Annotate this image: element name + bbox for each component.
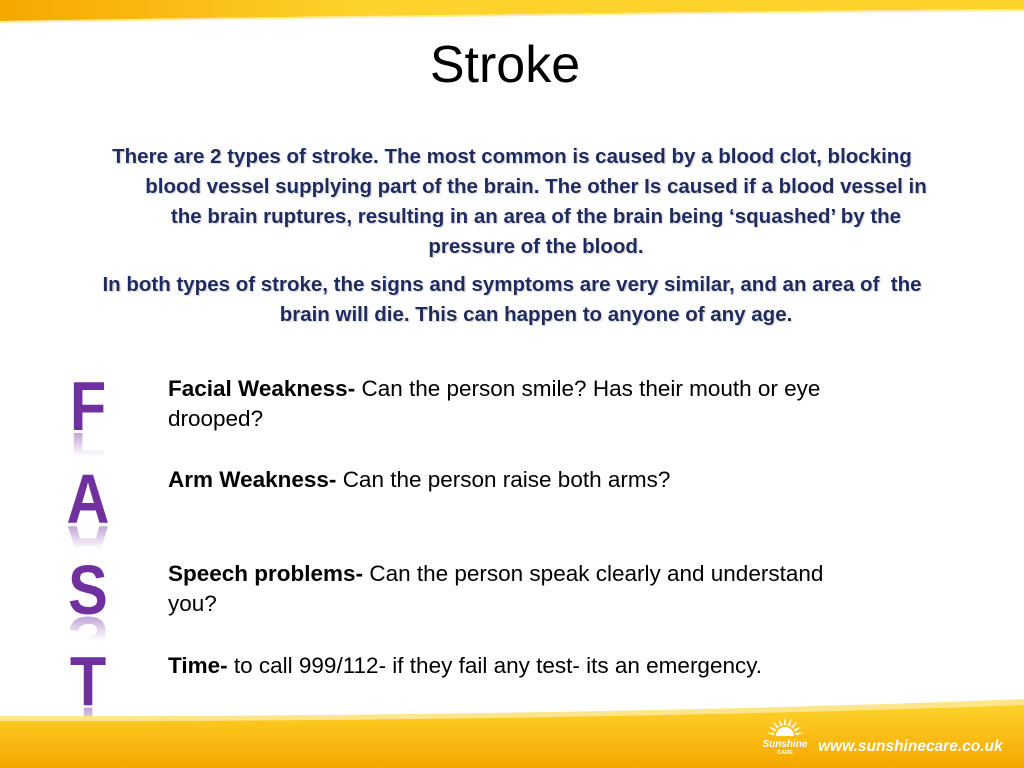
fast-item-label: Facial Weakness- — [168, 376, 356, 401]
intro-line: pressure of the blood. — [428, 235, 644, 258]
sun-ray — [796, 733, 804, 736]
sun-ray — [773, 721, 779, 728]
fast-item-text: Can the person speak clearly and understand you? — [168, 561, 824, 616]
intro-line: the brain ruptures, resulting in an area of the brain being ‘squashed’ by the — [170, 205, 902, 228]
intro-line: There are 2 types of stroke. The most common is caused by a blood clot, blocking — [112, 145, 912, 168]
sun-ray — [784, 717, 787, 725]
logo-wordmark: Sunshine — [762, 739, 808, 750]
sun-ray — [794, 727, 802, 732]
fast-item-time — [168, 651, 843, 681]
fast-item-text: Can the person raise both arms? — [342, 467, 671, 492]
intro-line: blood vessel supplying part of the brain. The other Is caused if a blood vessel in — [145, 175, 927, 198]
sun-ray — [791, 721, 797, 728]
intro-line: brain will die. This can happen to anyone of any age. — [279, 303, 793, 326]
bottom-decoration-band — [0, 696, 1024, 768]
slide-title: Stroke — [429, 36, 581, 94]
sun-ray — [779, 718, 783, 726]
intro-line: In both types of stroke, the signs and symptoms are very similar, and an area of the — [102, 273, 922, 296]
sun-ray — [769, 727, 777, 732]
fast-letter-f: F — [69, 366, 107, 445]
top-decoration-band — [0, 0, 1024, 30]
fast-item-text: to call 999/112- if they fail any test- its an emergency. — [233, 653, 763, 678]
fast-item-label: Arm Weakness- — [168, 467, 337, 492]
fast-item-arm — [168, 465, 843, 495]
fast-item-speech — [168, 559, 843, 619]
fast-item-label: Speech problems- — [168, 561, 364, 586]
website-url: www.sunshinecare.co.uk — [818, 738, 1003, 755]
fast-letter-a: A — [66, 459, 110, 538]
logo-subtitle: CARE — [777, 750, 793, 756]
fast-letter-s: S — [68, 550, 108, 629]
fast-item-text: Can the person smile? Has their mouth or eye drooped? — [168, 376, 821, 431]
fast-item-label: Time- — [168, 653, 228, 678]
intro-paragraph-stroke-types — [0, 142, 1024, 262]
sun-body — [776, 727, 794, 736]
fast-letter-t: T — [69, 641, 107, 720]
fast-item-facial — [168, 374, 843, 434]
sunshine-care-logo — [759, 712, 811, 766]
sun-icon — [766, 717, 803, 736]
sun-ray — [787, 718, 791, 726]
sun-ray — [766, 733, 774, 736]
intro-paragraph-symptoms — [0, 270, 1024, 330]
